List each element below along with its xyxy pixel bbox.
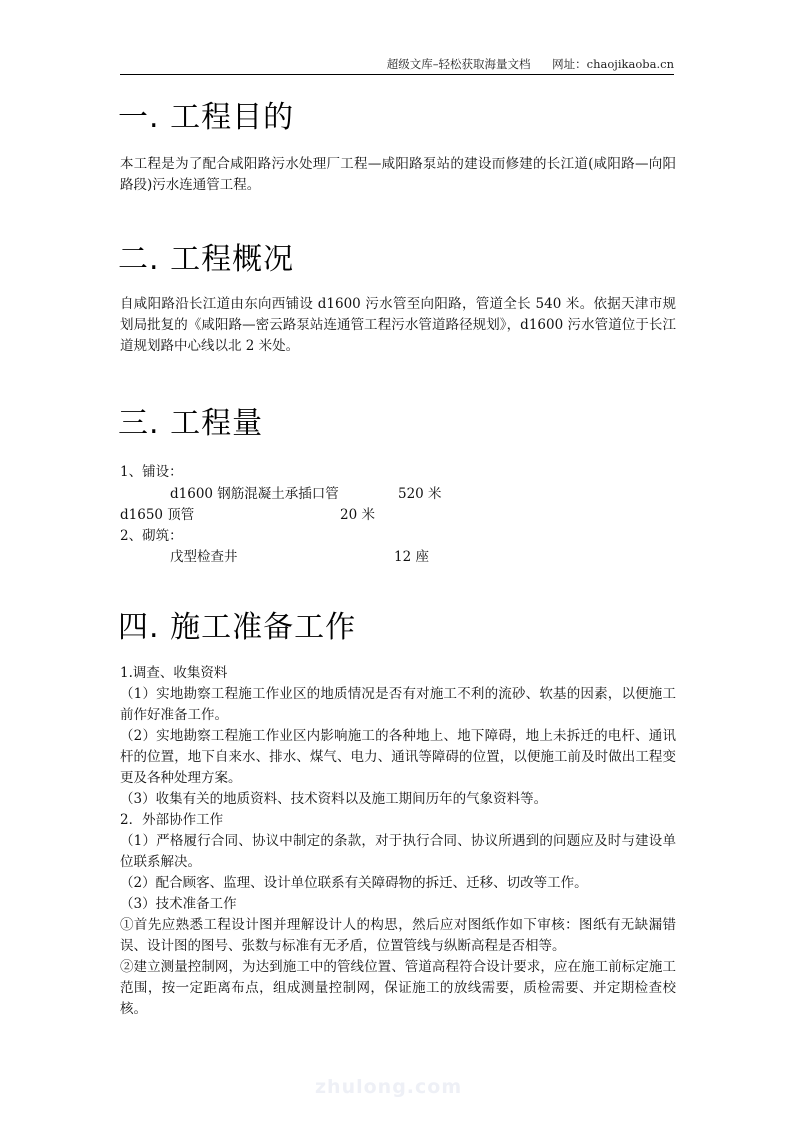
- section-4-title: 四. 施工准备工作: [118, 610, 357, 645]
- prep-line: （2）实地勘察工程施工作业区内影响施工的各种地上、地下障碍，地上未拆迁的电杆、通讯杆的位置，地下自来水、排水、煤气、电力、通讯等障碍的位置，以便施工前及时做出工程变更及各种处理方案。: [120, 728, 676, 786]
- section-2-title: 二. 工程概况: [118, 242, 295, 277]
- prep-line: 1.调查、收集资料: [120, 665, 228, 681]
- quantity-item-qty: 12 座: [394, 549, 429, 565]
- section-1-title: 一. 工程目的: [118, 100, 295, 135]
- prep-line: （3）技术准备工作: [120, 896, 237, 912]
- quantity-group-label-masonry: 2、砌筑：: [120, 528, 183, 544]
- header-website: 网址：chaojikaoba.cn: [552, 57, 674, 71]
- quantity-item-name: d1650 顶管: [120, 507, 195, 523]
- watermark: zhulong.com: [315, 1076, 463, 1098]
- quantity-item-name: 戊型检查井: [170, 549, 238, 565]
- prep-line: （1）严格履行合同、协议中制定的条款，对于执行合同、协议所遇到的问题应及时与建设单位联系解决。: [120, 833, 676, 870]
- prep-line: （2）配合顾客、监理、设计单位联系有关障碍物的拆迁、迁移、切改等工作。: [120, 875, 588, 891]
- quantity-item-name: d1600 钢筋混凝土承插口管: [170, 486, 339, 502]
- quantity-group-label-laying: 1、铺设：: [120, 464, 183, 480]
- page-header: [120, 56, 674, 75]
- prep-line: 2．外部协作工作: [120, 812, 224, 828]
- prep-line: ①首先应熟悉工程设计图并理解设计人的构思，然后应对图纸作如下审核：图纸有无缺漏错误、设计图的图号、张数与标准有无矛盾，位置管线与纵断高程是否相等。: [120, 917, 676, 954]
- quantity-item-qty: 20 米: [340, 507, 375, 523]
- section-1-paragraph: 本工程是为了配合咸阳路污水处理厂工程—咸阳路泵站的建设而修建的长江道(咸阳路—向阳路段)污水连通管工程。: [120, 156, 676, 193]
- header-slogan: 超级文库–轻松获取海量文档: [386, 57, 531, 71]
- section-2-paragraph: 自咸阳路沿长江道由东向西铺设 d1600 污水管至向阳路，管道全长 540 米。依据天津市规划局批复的《咸阳路—密云路泵站连通管工程污水管道路径规划》，d1600 污水管道位于长江道规划路中心线以北 2 米处。: [120, 296, 676, 354]
- prep-line: （3）收集有关的地质资料、技术资料以及施工期间历年的气象资料等。: [120, 791, 548, 807]
- prep-line: （1）实地勘察工程施工作业区的地质情况是否有对施工不利的流砂、软基的因素，以便施工前作好准备工作。: [120, 686, 676, 723]
- prep-line: ②建立测量控制网，为达到施工中的管线位置、管道高程符合设计要求，应在施工前标定施工范围，按一定距离布点，组成测量控制网，保证施工的放线需要，质检需要、并定期检查校核。: [120, 959, 676, 1017]
- section-3-title: 三. 工程量: [118, 406, 264, 441]
- quantity-item-qty: 520 米: [398, 486, 442, 502]
